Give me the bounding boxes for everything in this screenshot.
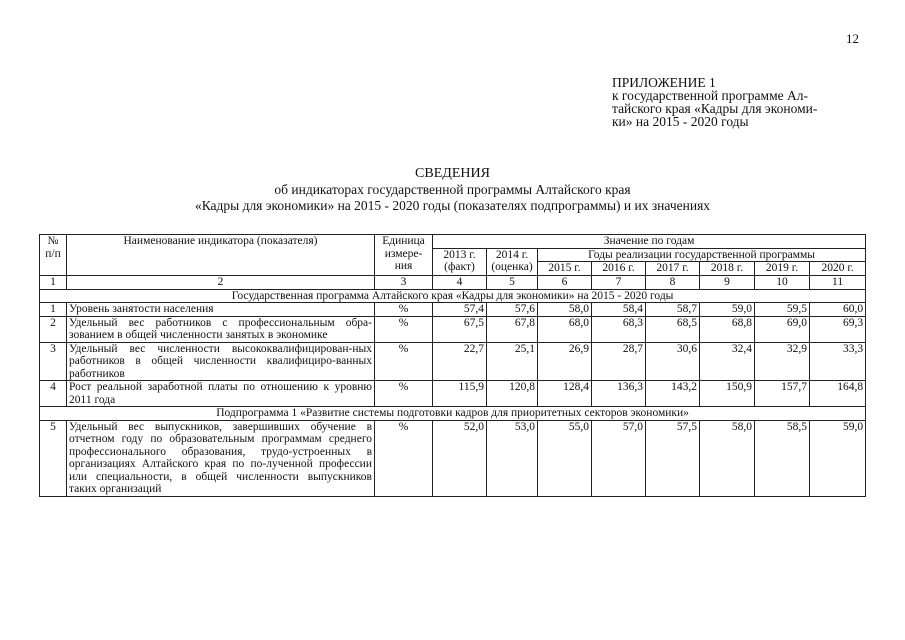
- header-impl-group: Годы реализации государственной программы: [538, 248, 866, 262]
- row-name: Удельный вес численности высококвалифицирован-ных работников в общей численности квалифициро-ванных работников: [67, 342, 375, 381]
- header-year-2018: 2018 г.: [700, 262, 755, 276]
- row-value: 57,6: [487, 303, 538, 317]
- row-value: 60,0: [810, 303, 866, 317]
- index-cell: 10: [755, 275, 810, 289]
- row-value: 143,2: [646, 381, 700, 407]
- index-cell: 5: [487, 275, 538, 289]
- row-value: 30,6: [646, 342, 700, 381]
- document-title: [0, 166, 905, 214]
- row-num: 4: [40, 381, 67, 407]
- row-value: 58,4: [592, 303, 646, 317]
- table-row: [40, 316, 866, 342]
- appendix-line-3: тайского края «Кадры для экономи-: [612, 101, 818, 116]
- row-value: 55,0: [538, 420, 592, 496]
- appendix-line-4: ки» на 2015 - 2020 годы: [612, 114, 749, 129]
- row-value: 59,0: [700, 303, 755, 317]
- row-num: 1: [40, 303, 67, 317]
- row-value: 59,0: [810, 420, 866, 496]
- table-row: [40, 420, 866, 496]
- appendix-line-2: к государственной программе Ал-: [612, 88, 808, 103]
- header-year-2020: 2020 г.: [810, 262, 866, 276]
- index-cell: 4: [433, 275, 487, 289]
- title-line-2: «Кадры для экономики» на 2015 - 2020 годы (показателях подпрограммы) и их значениях: [194, 198, 711, 213]
- header-num: № п/п: [40, 235, 67, 276]
- row-value: 67,5: [433, 316, 487, 342]
- title-line-1: об индикаторах государственной программы Алтайского края: [274, 182, 631, 197]
- row-value: 25,1: [487, 342, 538, 381]
- row-unit: %: [375, 381, 433, 407]
- row-value: 57,0: [592, 420, 646, 496]
- section-row-program: [40, 289, 866, 303]
- header-name: Наименование индикатора (показателя): [67, 235, 375, 276]
- row-value: 68,8: [700, 316, 755, 342]
- row-value: 58,0: [700, 420, 755, 496]
- row-value: 57,4: [433, 303, 487, 317]
- row-unit: %: [375, 303, 433, 317]
- row-name: Уровень занятости населения: [67, 303, 375, 317]
- row-value: 150,9: [700, 381, 755, 407]
- index-cell: 3: [375, 275, 433, 289]
- row-name: Рост реальной заработной платы по отношению к уровню 2011 года: [67, 381, 375, 407]
- row-value: 22,7: [433, 342, 487, 381]
- table-row: [40, 381, 866, 407]
- header-year-2015: 2015 г.: [538, 262, 592, 276]
- row-value: 57,5: [646, 420, 700, 496]
- row-unit: %: [375, 342, 433, 381]
- row-value: 32,4: [700, 342, 755, 381]
- row-value: 59,5: [755, 303, 810, 317]
- row-value: 136,3: [592, 381, 646, 407]
- title-main: СВЕДЕНИЯ: [415, 166, 490, 181]
- row-value: 69,0: [755, 316, 810, 342]
- index-cell: 9: [700, 275, 755, 289]
- index-cell: 7: [592, 275, 646, 289]
- row-value: 68,5: [646, 316, 700, 342]
- header-year-2017: 2017 г.: [646, 262, 700, 276]
- row-value: 26,9: [538, 342, 592, 381]
- table-row: [40, 342, 866, 381]
- index-cell: 8: [646, 275, 700, 289]
- row-value: 164,8: [810, 381, 866, 407]
- indicators-table: [39, 234, 866, 497]
- index-cell: 1: [40, 275, 67, 289]
- index-row: [40, 275, 866, 289]
- row-value: 28,7: [592, 342, 646, 381]
- row-value: 52,0: [433, 420, 487, 496]
- row-unit: %: [375, 420, 433, 496]
- page-number: 12: [846, 31, 859, 46]
- row-value: 68,0: [538, 316, 592, 342]
- row-num: 3: [40, 342, 67, 381]
- row-value: 128,4: [538, 381, 592, 407]
- row-value: 58,5: [755, 420, 810, 496]
- table-row: [40, 303, 866, 317]
- row-value: 115,9: [433, 381, 487, 407]
- row-value: 69,3: [810, 316, 866, 342]
- index-cell: 11: [810, 275, 866, 289]
- header-year-2013: 2013 г. (факт): [433, 248, 487, 275]
- row-num: 2: [40, 316, 67, 342]
- row-value: 67,8: [487, 316, 538, 342]
- section-row-subprogram-1: [40, 407, 866, 421]
- section-program-title: Государственная программа Алтайского края «Кадры для экономики» на 2015 - 2020 годы: [40, 289, 866, 303]
- row-name: Удельный вес выпускников, завершивших обучение в отчетном году по образовательным программам среднего профессионального образования, трудо-устроенных в организациях Алтайского края по по-лученной профессии или специальности, в общей численности выпускников таких организаций: [67, 420, 375, 496]
- index-cell: 2: [67, 275, 375, 289]
- header-row-1: [40, 235, 866, 249]
- row-name: Удельный вес работников с профессиональным обра-зованием в общей численности занятых в экономике: [67, 316, 375, 342]
- row-value: 33,3: [810, 342, 866, 381]
- row-num: 5: [40, 420, 67, 496]
- row-unit: %: [375, 316, 433, 342]
- header-year-2019: 2019 г.: [755, 262, 810, 276]
- appendix-block: [612, 76, 862, 128]
- header-values-group: Значение по годам: [433, 235, 866, 249]
- row-value: 32,9: [755, 342, 810, 381]
- header-year-2016: 2016 г.: [592, 262, 646, 276]
- row-value: 157,7: [755, 381, 810, 407]
- header-year-2014: 2014 г. (оценка): [487, 248, 538, 275]
- index-cell: 6: [538, 275, 592, 289]
- row-value: 68,3: [592, 316, 646, 342]
- row-value: 58,7: [646, 303, 700, 317]
- section-subprogram-1-title: Подпрограмма 1 «Развитие системы подготовки кадров для приоритетных секторов экономики»: [40, 407, 866, 421]
- appendix-line-1: ПРИЛОЖЕНИЕ 1: [612, 75, 716, 90]
- row-value: 53,0: [487, 420, 538, 496]
- header-unit: Единица измере-ния: [375, 235, 433, 276]
- row-value: 120,8: [487, 381, 538, 407]
- row-value: 58,0: [538, 303, 592, 317]
